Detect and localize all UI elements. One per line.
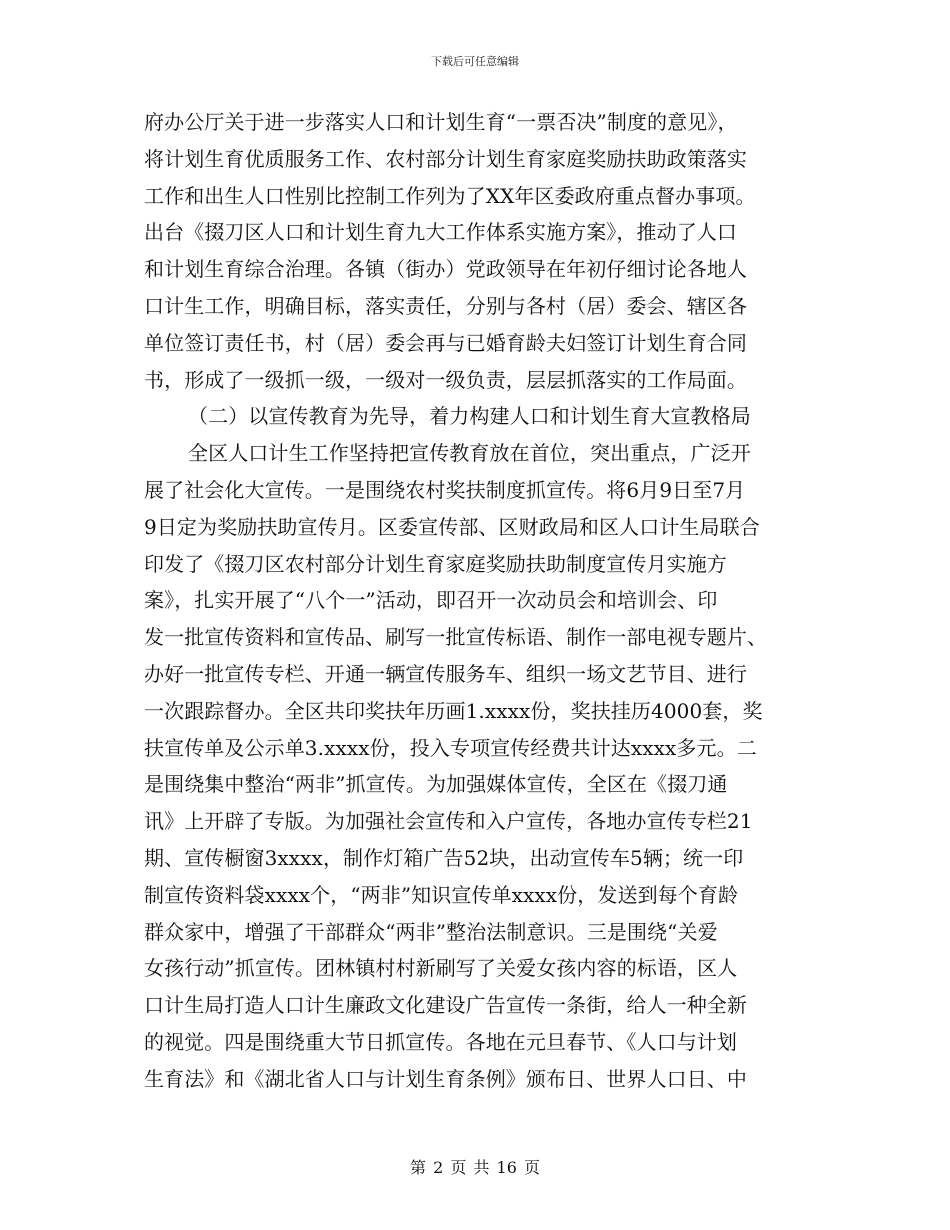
- body-text: [144, 104, 814, 1098]
- text-line: 是围绕集中整治“两非”抓宣传。为加强媒体宣传，全区在《掇刀通: [144, 772, 728, 797]
- text-line: 一次跟踪督办。全区共印奖扶年历画1.xxxx份，奖扶挂历4000套，奖: [144, 698, 763, 723]
- text-line: 单位签订责任书，村（居）委会再与已婚育龄夫妇签订计划生育合同: [144, 330, 747, 355]
- text-line: 发一批宣传资料和宣传品、刷写一批宣传标语、制作一部电视专题片、: [144, 625, 768, 650]
- text-line: 女孩行动”抓宣传。团林镇村村新刷写了关爱女孩内容的标语，区人: [144, 956, 738, 981]
- text-line: 期、宣传橱窗3xxxx，制作灯箱广告52块，出动宣传车5辆；统一印: [144, 845, 744, 870]
- text-line: 展了社会化大宣传。一是围绕农村奖扶制度抓宣传。将6月9日至7月: [144, 477, 746, 502]
- page-header: 下载后可任意编辑: [431, 55, 519, 68]
- paragraph-first-line: 全区人口计生工作坚持把宣传教育放在首位，突出重点，广泛开: [188, 441, 751, 466]
- text-line: 工作和出生人口性别比控制工作列为了XX年区委政府重点督办事项。: [144, 183, 756, 208]
- text-line: 扶宣传单及公示单3.xxxx份，投入专项宣传经费共计达xxxx多元。二: [144, 735, 757, 760]
- text-line: 出台《掇刀区人口和计划生育九大工作体系实施方案》，推动了人口: [144, 220, 737, 245]
- text-line: 府办公厅关于进一步落实人口和计划生育“一票否决”制度的意见》，: [144, 110, 738, 134]
- text-line: 将计划生育优质服务工作、农村部分计划生育家庭奖励扶助政策落实: [144, 146, 747, 171]
- text-line: 讯》上开辟了专版。为加强社会宣传和入户宣传，各地办宣传专栏21: [144, 809, 753, 834]
- text-line: 口计生工作，明确目标，落实责任，分别与各村（居）委会、辖区各: [144, 293, 747, 318]
- text-line: 书，形成了一级抓一级，一级对一级负责，层层抓落实的工作局面。: [144, 367, 747, 392]
- text-line: 制宣传资料袋xxxx个，“两非”知识宣传单xxxx份，发送到每个育龄: [144, 882, 739, 907]
- text-line: 生育法》和《湖北省人口与计划生育条例》颁布日、世界人口日、中: [144, 1066, 747, 1091]
- page-number-footer: 第 2 页 共 16 页: [410, 1158, 540, 1177]
- text-line: 的视觉。四是围绕重大节日抓宣传。各地在元旦春节、《人口与计划: [144, 1029, 737, 1054]
- text-line: 案》，扎实开展了“八个一”活动，即召开一次动员会和培训会、印: [144, 588, 718, 613]
- text-line: 9日定为奖励扶助宣传月。区委宣传部、区财政局和区人口计生局联合: [144, 514, 760, 539]
- section-heading: （二）以宣传教育为先导，着力构建人口和计划生育大宣教格局: [188, 404, 751, 429]
- text-line: 和计划生育综合治理。各镇（街办）党政领导在年初仔细讨论各地人: [144, 257, 747, 282]
- text-line: 群众家中，增强了干部群众“两非”整治法制意识。三是围绕“关爱: [144, 919, 718, 944]
- text-line: 办好一批宣传专栏、开通一辆宣传服务车、组织一场文艺节目、进行: [144, 661, 747, 686]
- text-line: 印发了《掇刀区农村部分计划生育家庭奖励扶助制度宣传月实施方: [144, 551, 727, 576]
- text-line: 口计生局打造人口计生廉政文化建设广告宣传一条街，给人一种全新: [144, 993, 747, 1018]
